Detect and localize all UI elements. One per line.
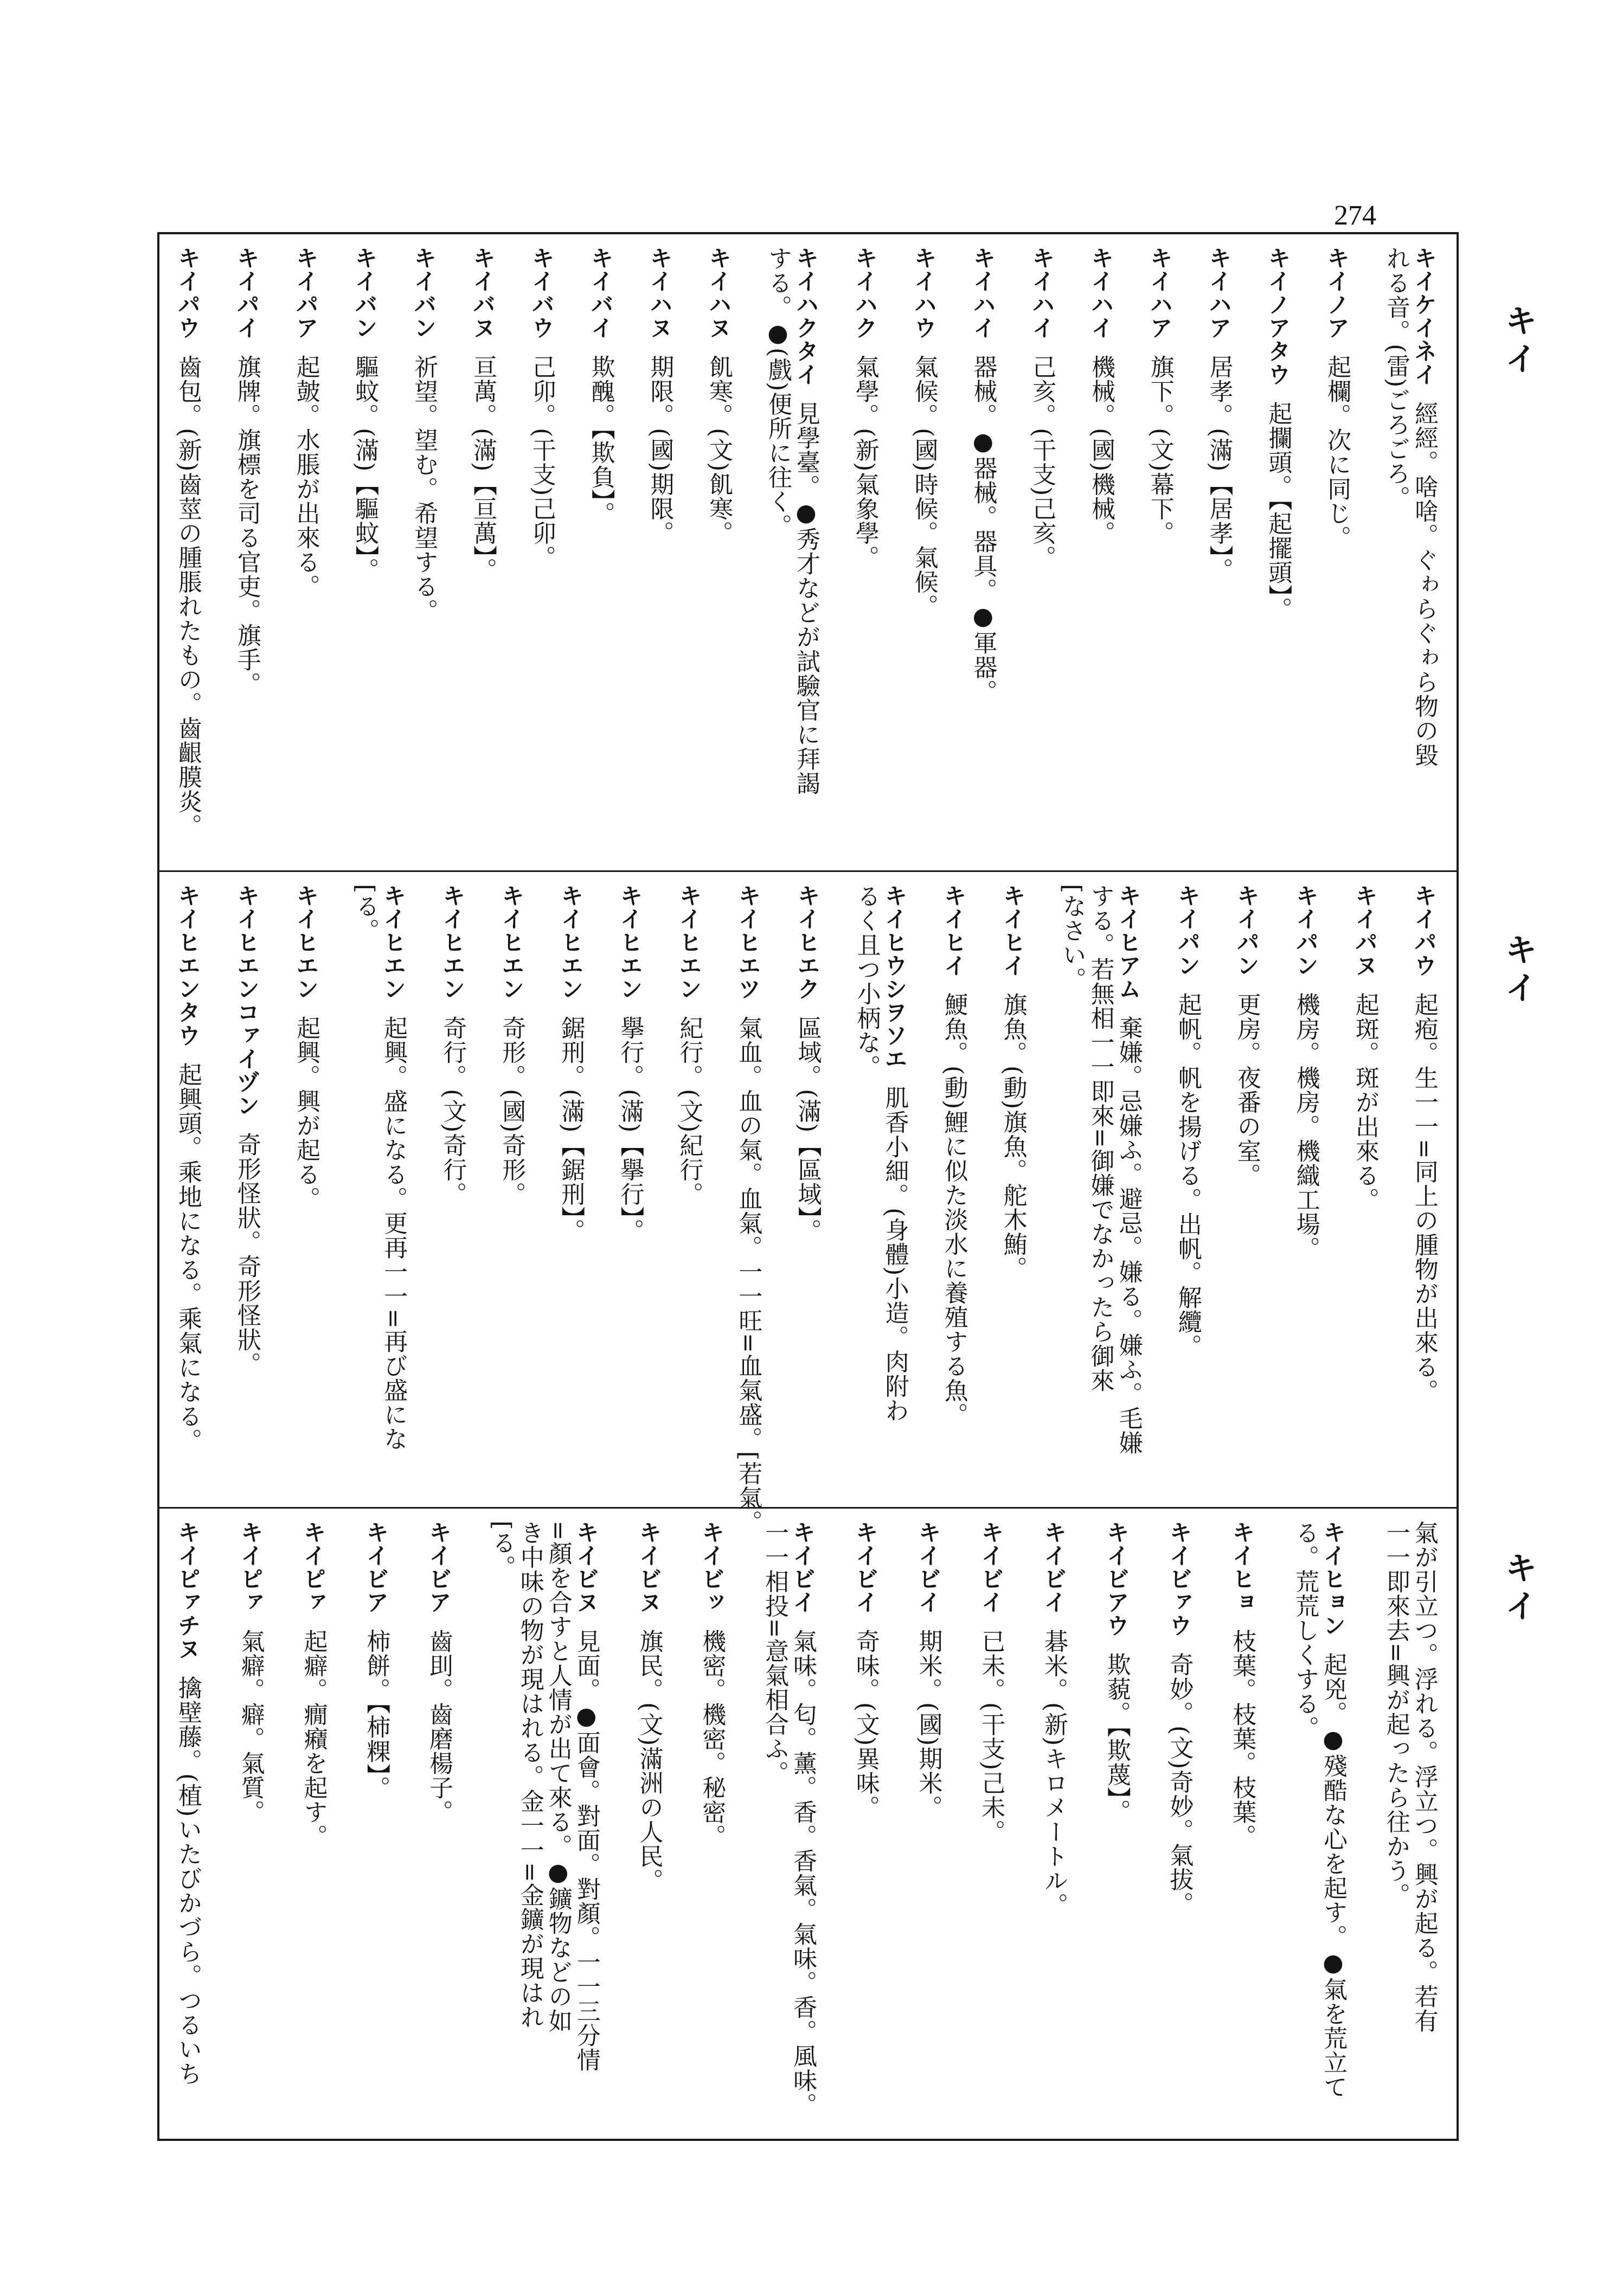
entry-reading: キイバヌ xyxy=(469,246,496,339)
entry-text: 氣癖。癖。氣質。 xyxy=(236,1629,265,1824)
entry-text: 氣が引立つ。浮れる。浮立つ。興が起る。若有 xyxy=(1410,1521,1438,2033)
dictionary-entry xyxy=(235,246,259,858)
entry-text: 亘萬。(滿)【亘萬】。 xyxy=(469,355,497,582)
entry-column xyxy=(176,884,200,1495)
entry-text: 驅蚊。(滿)【驅蚊】。 xyxy=(351,355,379,582)
entry-column xyxy=(979,1521,1003,2129)
entry-column xyxy=(351,246,379,858)
entry-reading: キイヒエツ xyxy=(735,884,762,1001)
entry-reading: キイノア xyxy=(1324,246,1351,339)
entry-text: 旗魚。(動)旗魚。舵木鮪。 xyxy=(999,992,1027,1281)
entry-reading: キイパン xyxy=(1174,884,1201,977)
entry-column xyxy=(698,1521,726,2129)
dictionary-entry xyxy=(1001,884,1025,1495)
dictionary-entry xyxy=(1266,246,1290,858)
dictionary-entry xyxy=(971,246,995,858)
entry-column xyxy=(410,246,438,858)
text-band-bottom xyxy=(159,1509,1457,2141)
entry-reading: キイビヌ xyxy=(636,1521,663,1614)
entry-column xyxy=(1148,246,1172,858)
dictionary-entry xyxy=(589,246,613,858)
entry-reading: キイハク xyxy=(851,246,878,339)
entry-text: 旗民。(文)滿洲の人民。 xyxy=(635,1629,663,1893)
entry-text: る。荒荒しくする。 xyxy=(1291,1521,1319,1740)
dictionary-entry xyxy=(1384,1521,1436,2129)
dictionary-entry xyxy=(853,246,877,858)
entry-reading: キイビイ xyxy=(978,1521,1005,1614)
entry-reading: キイヒエンタウ xyxy=(175,884,201,1047)
entry-text: 機房。機房。機織工場。 xyxy=(1292,992,1320,1261)
entry-text: 起癖。癇癪を起す。 xyxy=(299,1629,328,1849)
dictionary-entry xyxy=(439,884,467,1495)
entry-column xyxy=(789,1521,817,2129)
dictionary-entry xyxy=(698,1521,726,2129)
entry-text: 擒壁藤。(植)いたびかづら。つるいち xyxy=(174,1676,202,2086)
entry-reading: キイビヌ xyxy=(573,1521,600,1614)
entry-text: 祈望。望む。希望する。 xyxy=(410,355,438,623)
entry-reading: キイビアウ xyxy=(1103,1521,1130,1637)
dictionary-entry xyxy=(677,884,701,1495)
entry-text: 一一相投=意氣相合ふ。 xyxy=(761,1521,788,1785)
entry-reading: キイハア xyxy=(1205,246,1233,339)
entry-text: 齒包。(新)齒莖の腫脹れたもの。齒齦膜炎。 xyxy=(174,355,202,838)
text-band-middle xyxy=(159,872,1457,1535)
entry-reading: キイパン xyxy=(1292,884,1319,977)
entry-column xyxy=(1384,1521,1408,2129)
entry-column xyxy=(912,246,936,858)
entry-text: 肌香小細。(身體)小造。肉附わ xyxy=(881,1086,909,1423)
entry-text: 起興。盛になる。更再一一=再び盛にな xyxy=(380,1016,408,1451)
entry-column xyxy=(734,884,762,1535)
entry-reading: キイケイネイ xyxy=(1410,246,1438,386)
entry-text: する。若無相一一即來=御嫌でなかったら御來 xyxy=(1086,884,1114,1393)
entry-column xyxy=(235,246,259,858)
entry-reading: キイヒウシヲソエ xyxy=(881,884,908,1070)
dictionary-entry xyxy=(1412,884,1436,1495)
entry-text: 鯁魚。(動)鯉に似た淡水に養殖する魚。 xyxy=(940,992,968,1427)
entry-text: 已未。(干支)己未。 xyxy=(977,1629,1005,1844)
entry-column xyxy=(637,1521,661,2129)
dictionary-entry xyxy=(471,246,495,858)
entry-text: 己卯。(干支)己卯。 xyxy=(528,355,556,570)
dictionary-entry xyxy=(1384,246,1436,858)
dictionary-entry xyxy=(1325,246,1349,858)
dictionary-entry xyxy=(364,1521,388,2129)
dictionary-entry xyxy=(646,246,674,858)
entry-reading: キイビア xyxy=(363,1521,390,1614)
entry-text: 鋸刑。(滿)【鋸刑】。 xyxy=(557,1016,585,1243)
entry-text: 奇形。(國)奇形。 xyxy=(498,1016,526,1207)
entry-column xyxy=(1114,884,1143,1495)
margin-label: キイ xyxy=(1499,933,1537,1009)
dictionary-entry xyxy=(1030,246,1054,858)
entry-reading: キイピァ xyxy=(237,1521,264,1614)
entry-text: 己亥。(干支)己亥。 xyxy=(1028,355,1056,570)
entry-column xyxy=(883,884,907,1495)
dictionary-entry xyxy=(705,246,733,858)
dictionary-entry xyxy=(916,1521,940,2129)
entry-column xyxy=(794,246,818,858)
entry-column xyxy=(1412,884,1436,1495)
entry-column xyxy=(1384,246,1408,858)
dictionary-entry xyxy=(351,884,408,1495)
entry-reading: キイビイ xyxy=(790,1521,816,1614)
entry-text: 欺醜。【欺負】。 xyxy=(587,355,615,526)
entry-reading: キイパウ xyxy=(1410,884,1438,977)
entry-column xyxy=(1102,1521,1131,2129)
entry-text: 經經。啥啥。ぐゎらぐゎら物の毀 xyxy=(1410,401,1438,767)
entry-reading: キイパア xyxy=(292,246,319,339)
entry-text: 氣味。匂。薰。香。香氣。氣味。香。風味。 xyxy=(789,1629,817,2117)
entry-column xyxy=(705,246,733,858)
dictionary-entry xyxy=(852,884,909,1495)
entry-column xyxy=(294,246,318,858)
entry-column xyxy=(299,1521,328,2129)
dictionary-entry xyxy=(1207,246,1231,858)
entry-text: 起興頭。乘地になる。乘氣になる。 xyxy=(174,1062,202,1453)
entry-column xyxy=(557,884,585,1495)
entry-text: [る。 xyxy=(351,884,380,943)
entry-column xyxy=(364,1521,388,2129)
dictionary-entry xyxy=(176,1521,200,2129)
entry-reading: キイビイ xyxy=(915,1521,942,1614)
entry-text: 器械。●器械。器具。●軍器。 xyxy=(969,355,997,704)
entry-text: 擧行。(滿)【擧行】。 xyxy=(616,1016,644,1243)
entry-reading: キイビア xyxy=(426,1521,452,1614)
dictionary-entry xyxy=(299,1521,328,2129)
entry-column xyxy=(942,884,966,1495)
entry-column xyxy=(646,246,674,858)
entry-text: 奇味。(文)異味。 xyxy=(851,1629,880,1820)
dictionary-entry xyxy=(761,1521,817,2129)
entry-reading: キイハヌ xyxy=(705,246,733,339)
entry-column xyxy=(916,1521,940,2129)
entry-text: 機密。機密。秘密。 xyxy=(698,1629,726,1849)
dictionary-entry xyxy=(235,884,259,1495)
entry-column xyxy=(487,1521,516,2129)
entry-reading: キイヒエク xyxy=(794,884,821,1001)
entry-reading: キイハア xyxy=(1146,246,1173,339)
entry-reading: キイヒエン xyxy=(498,884,525,1001)
dictionary-entry xyxy=(1165,1521,1194,2129)
entry-column xyxy=(574,1521,598,2129)
entry-reading: キイバイ xyxy=(587,246,614,339)
entry-reading: キイビッ xyxy=(698,1521,726,1614)
entry-column xyxy=(294,884,318,1495)
entry-text: 居孝。(滿)【居孝】。 xyxy=(1205,355,1233,582)
dictionary-entry xyxy=(1148,246,1172,858)
entry-text: 齒刞。齒磨楊子。 xyxy=(425,1629,453,1824)
entry-text: =顏を合すと人情が出て來る。●鑛物などの如 xyxy=(544,1521,572,2033)
dictionary-entry xyxy=(498,884,526,1495)
entry-text: 紀行。(文)紀行。 xyxy=(675,1016,703,1207)
entry-column xyxy=(1230,1521,1254,2129)
dictionary-entry xyxy=(912,246,936,858)
dictionary-entry xyxy=(294,246,318,858)
entry-column xyxy=(1325,246,1349,858)
dictionary-entry xyxy=(557,884,585,1495)
entry-column xyxy=(1042,1521,1066,2129)
entry-reading: キイハイ xyxy=(1087,246,1114,339)
entry-text: 奇妙。(文)奇妙。氣拔。 xyxy=(1165,1652,1194,1916)
entry-text: れる音。(雷)ごろごろ。 xyxy=(1382,246,1410,510)
entry-column xyxy=(546,1521,570,2129)
dictionary-entry xyxy=(1235,884,1259,1495)
entry-reading: キイヒエンコァイヅン xyxy=(234,884,261,1117)
entry-reading: キイピァ xyxy=(300,1521,327,1614)
entry-reading: キイヒアム xyxy=(1115,884,1142,1001)
entry-text: 起帆。帆を揚げる。出帆。解纜。 xyxy=(1173,992,1202,1358)
entry-text: 機械。(國)機械。 xyxy=(1087,355,1115,546)
entry-reading: キイヒエン xyxy=(439,884,466,1001)
dictionary-entry xyxy=(1230,1521,1254,2129)
text-band-top xyxy=(159,234,1457,872)
entry-column xyxy=(1089,246,1113,858)
entry-column xyxy=(1001,884,1025,1495)
entry-reading: キイハヌ xyxy=(646,246,673,339)
dictionary-entry xyxy=(1102,1521,1131,2129)
entry-column xyxy=(1173,884,1202,1495)
entry-reading: キイヒョ xyxy=(1229,1521,1256,1614)
entry-reading: キイバン xyxy=(410,246,438,339)
dictionary-entry xyxy=(410,246,438,858)
entry-column xyxy=(236,1521,265,2129)
entry-text: する。●(戲)便所に往く。 xyxy=(764,246,792,538)
dictionary-entry xyxy=(1173,884,1202,1495)
entry-column xyxy=(176,246,200,858)
entry-text: [る。 xyxy=(487,1521,516,1580)
entry-text: 期米。(國)期米。 xyxy=(914,1629,942,1820)
entry-text: き中味の物が現はれる。金一一=金鑛が現はれ xyxy=(516,1521,544,2029)
dictionary-entry xyxy=(1058,884,1143,1495)
dictionary-entry xyxy=(1293,1521,1345,2129)
entry-text: 欺藐。【欺蔑】。 xyxy=(1102,1652,1131,1824)
entry-column xyxy=(530,246,554,858)
entry-column xyxy=(971,246,995,858)
entry-column xyxy=(616,884,644,1495)
dictionary-entry xyxy=(734,884,762,1535)
entry-reading: キイビァウ xyxy=(1166,1521,1193,1637)
entry-reading: キイヒイ xyxy=(999,884,1027,977)
dictionary-entry xyxy=(1294,884,1318,1495)
margin-label: キイ xyxy=(1499,1551,1537,1627)
entry-text: 期限。(國)期限。 xyxy=(646,355,674,546)
entry-text: 碁米。(新)キロメートル。 xyxy=(1040,1629,1068,1917)
entry-text: 起兇。●殘酷な心を起す。●氣を荒立て xyxy=(1319,1652,1347,2099)
entry-text: 起興。興が起る。 xyxy=(292,1016,320,1211)
entry-text: 奇行。(文)奇行。 xyxy=(439,1016,467,1207)
entry-reading: キイパン xyxy=(1233,884,1260,977)
page-number: 274 xyxy=(1334,200,1376,231)
entry-text: 更房。夜番の室。 xyxy=(1233,992,1261,1188)
entry-column xyxy=(1266,246,1290,858)
entry-text: 見學臺。●秀才などが試驗官に拜謁 xyxy=(792,401,820,796)
entry-text: 奇形怪狀。奇形怪狀。 xyxy=(233,1132,261,1376)
dictionary-entry xyxy=(1353,884,1377,1495)
dictionary-entry xyxy=(766,246,818,858)
entry-column xyxy=(1321,1521,1345,2129)
entry-column xyxy=(793,884,822,1495)
entry-column xyxy=(1412,1521,1436,2129)
entry-reading: キイヒエン xyxy=(676,884,703,1001)
dictionary-entry xyxy=(427,1521,451,2129)
entry-column xyxy=(1207,246,1231,858)
entry-column xyxy=(766,246,790,858)
entry-column xyxy=(498,884,526,1495)
entry-text: 氣血。血の氣。血氣。一一旺=血氣盛。[若氣。 xyxy=(734,1016,762,1535)
entry-text: 氣候。(國)時候。氣候。 xyxy=(910,355,938,619)
entry-column xyxy=(1165,1521,1194,2129)
entry-reading: キイパウ xyxy=(175,246,201,339)
entry-text: 起斑。斑が出來る。 xyxy=(1351,992,1379,1212)
entry-reading: キイピァチヌ xyxy=(175,1521,201,1660)
entry-column xyxy=(1412,246,1436,858)
entry-column xyxy=(1293,1521,1317,2129)
entry-text: るく且つ小柄な。 xyxy=(852,884,881,1079)
entry-text: 枝葉。枝葉。枝葉。 xyxy=(1228,1629,1256,1849)
entry-column xyxy=(851,1521,880,2129)
entry-text: 柿餅。【柿粿】。 xyxy=(362,1629,390,1800)
entry-reading: キイヒエン xyxy=(557,884,585,1001)
entry-text: 起攔頭。【起擺頭】。 xyxy=(1264,401,1292,621)
entry-text: 起皷。水脹が出來る。 xyxy=(292,355,320,599)
entry-reading: キイハイ xyxy=(1029,246,1056,339)
entry-column xyxy=(589,246,613,858)
entry-column xyxy=(380,884,408,1495)
entry-text: [なさい。 xyxy=(1058,884,1086,992)
entry-column xyxy=(1294,884,1318,1495)
entry-reading: キイヒイ xyxy=(940,884,967,977)
dictionary-entry xyxy=(530,246,554,858)
entry-column xyxy=(1030,246,1054,858)
entry-column xyxy=(852,884,881,1495)
dictionary-entry xyxy=(236,1521,265,2129)
dictionary-entry xyxy=(616,884,644,1495)
dictionary-entry xyxy=(793,884,822,1495)
entry-column xyxy=(853,246,877,858)
entry-text: 一一即來去=興が起ったら往かう。 xyxy=(1382,1521,1410,1907)
entry-column xyxy=(518,1521,542,2129)
dictionary-entry xyxy=(176,884,200,1495)
dictionary-entry xyxy=(1089,246,1113,858)
dictionary-entry xyxy=(942,884,966,1495)
dictionary-entry xyxy=(637,1521,661,2129)
entry-column xyxy=(351,884,380,1495)
entry-reading: キイヒエン xyxy=(293,884,320,1001)
entry-reading: キイバン xyxy=(351,246,379,339)
entry-reading: キイヒエン xyxy=(380,884,407,1001)
entry-reading: キイヒョン xyxy=(1320,1521,1346,1637)
entry-column xyxy=(1353,884,1377,1495)
entry-column xyxy=(762,1521,786,2129)
dictionary-entry xyxy=(487,1521,600,2129)
entry-text: 起欄。次に同じ。 xyxy=(1323,355,1351,550)
entry-reading: キイパイ xyxy=(233,246,260,339)
entry-reading: キイハクタイ xyxy=(792,246,819,386)
entry-text: 氣學。(新)氣象學。 xyxy=(851,355,879,570)
entry-text: 起疱。生一一=同上の腫物が出來る。 xyxy=(1410,992,1438,1403)
entry-text: 棄嫌。忌嫌ふ。避忌。嫌る。嫌ふ。毛嫌 xyxy=(1114,1016,1143,1455)
entry-text: 旗牌。旗標を司る官吏。旗手。 xyxy=(233,355,261,696)
entry-column xyxy=(235,884,259,1495)
entry-text: 旗下。(文)幕下。 xyxy=(1146,355,1174,546)
entry-column xyxy=(427,1521,451,2129)
entry-text: 區域。(滿)【區域】。 xyxy=(793,1016,822,1243)
dictionary-entry xyxy=(294,884,318,1495)
entry-reading: キイパヌ xyxy=(1351,884,1378,977)
entry-reading: キイハウ xyxy=(910,246,938,339)
dictionary-entry xyxy=(351,246,379,858)
entry-reading: キイハイ xyxy=(970,246,997,339)
dictionary-entry xyxy=(176,246,200,858)
entry-column xyxy=(677,884,701,1495)
entry-reading: キイバウ xyxy=(528,246,555,339)
entry-column xyxy=(439,884,467,1495)
entry-reading: キイヒエン xyxy=(617,884,644,1001)
entry-text: 見面。●面會。對面。對顏。一一三分情 xyxy=(572,1629,600,2072)
entry-column xyxy=(1235,884,1259,1495)
dictionary-entry xyxy=(979,1521,1003,2129)
entry-column xyxy=(1088,884,1112,1495)
margin-label: キイ xyxy=(1499,304,1537,380)
dictionary-entry xyxy=(851,1521,880,2129)
entry-column xyxy=(471,246,495,858)
text-frame xyxy=(157,232,1459,2141)
entry-column xyxy=(176,1521,200,2129)
entry-reading: キイノアタウ xyxy=(1265,246,1292,386)
entry-column xyxy=(1060,884,1084,1495)
entry-reading: キイビイ xyxy=(852,1521,879,1614)
entry-reading: キイビイ xyxy=(1041,1521,1067,1614)
dictionary-entry xyxy=(1042,1521,1066,2129)
entry-text: 飢寒。(文)飢寒。 xyxy=(705,355,733,546)
